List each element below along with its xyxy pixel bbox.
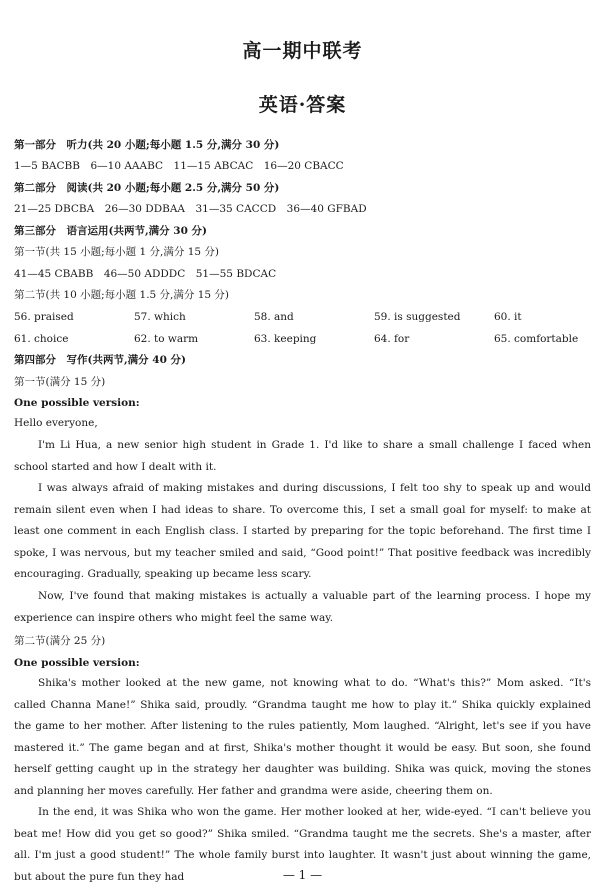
essay2-paragraph: In the end, it was Shika who won the game. Her mother looked at her, wide-eyed. “I can't believe you beat me! How did you get so good?” Shika smiled. “Grandma taught me the secrets. She's a master, after all. I'm just a good student!” The whole family burst into laughter. It wasn't just about winning the game, but about the pure fun they had [14,806,591,883]
blank-answer: 61. choice [14,333,69,345]
part1-answers: 1—5 BACBB 6—10 AAABC 11—15 ABCAC 16—20 CBACC [14,160,344,172]
essay1-paragraph: I'm Li Hua, a new senior high student in Grade 1. I'd like to share a small challenge I faced when school started and how I dealt with it. [14,439,591,473]
part3-section2-heading: 第二节(共 10 小题;每小题 1.5 分,满分 15 分) [14,289,230,301]
part2-answers: 21—25 DBCBA 26—30 DDBAA 31—35 CACCD 36—40 GFBAD [14,203,367,215]
sample-label: One possible version: [14,657,140,669]
part4-section1-heading: 第一节(满分 15 分) [14,376,106,388]
page-number: — 1 — [282,868,323,882]
blank-answer: 59. is suggested [374,311,461,323]
essay2-paragraph: Shika's mother looked at the new game, not knowing what to do. “What's this?” Mom asked. “It's called Channa Mane!” Shika said, proudly. “Grandma taught me how to play it.” Shika quickly explained the game to her mother. After listening to the rules patiently, Mom laughed. “Alright, let's see if you have mastered it.” The game began and at first, Shika's mother thought it would be easy. But soon, she found herself getting caught up in the strategy her daughter was building. Shika was quick, moving the stones and planning her moves carefully. Her father and grandma were aside, cheering them on. [14,677,591,797]
page-subtitle: 英语·答案 [258,94,347,116]
sample-label: One possible version: [14,397,140,409]
blank-answer: 57. which [134,311,186,323]
blank-answer: 60. it [494,311,522,323]
essay1-paragraph: Now, I've found that making mistakes is actually a valuable part of the learning process. I hope my experience can inspire others who might feel the same way. [14,590,591,624]
part4-section2-heading: 第二节(满分 25 分) [14,635,106,647]
part2-heading: 第二部分 阅读(共 20 小题;每小题 2.5 分,满分 50 分) [14,182,280,194]
blank-answer: 56. praised [14,311,74,323]
part3-heading: 第三部分 语言运用(共两节,满分 30 分) [14,225,208,237]
blank-answer: 64. for [374,333,410,345]
part1-heading: 第一部分 听力(共 20 小题;每小题 1.5 分,满分 30 分) [14,139,280,151]
page-title: 高一期中联考 [242,40,363,62]
blank-answer: 65. comfortable [494,333,579,345]
part4-heading: 第四部分 写作(共两节,满分 40 分) [14,354,187,366]
blank-answer: 62. to warm [134,333,199,345]
part3-section1-heading: 第一节(共 15 小题;每小题 1 分,满分 15 分) [14,246,219,258]
essay1-paragraph: I was always afraid of making mistakes and during discussions, I felt too shy to speak up and would remain silent even when I had ideas to share. To overcome this, I set a small goal for myself: to make at least one comment in each English class. I started by preparing for the topic beforehand. The first time I spoke, I was nervous, but my teacher smiled and said, “Good point!” That positive feedback was incredibly encouraging. Gradually, speaking up became less scary. [14,482,591,581]
part3-section1-answers: 41—45 CBABB 46—50 ADDDC 51—55 BDCAC [14,268,277,280]
essay1-greeting: Hello everyone, [14,417,98,429]
blank-answer: 63. keeping [254,333,317,345]
blank-answer: 58. and [254,311,294,323]
